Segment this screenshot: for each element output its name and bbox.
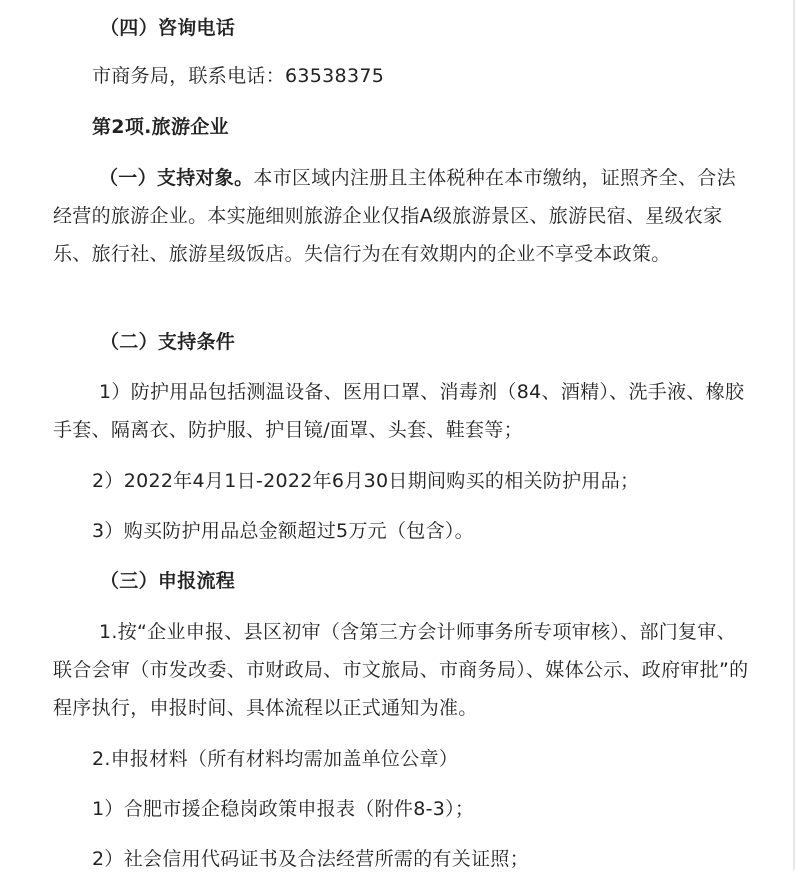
consult-heading: （四）咨询电话: [100, 17, 236, 39]
support-target-text: 本市区域内注册且主体税种在本市缴纳，证照齐全、合法经营的旅游企业。本实施细则旅游企业仅指A级旅游景区、旅游民宿、星级农家乐、旅行社、旅游星级饭店。失信行为在有效期内的企业不享受本政策。: [53, 167, 736, 265]
process-heading: （三）申报流程: [100, 570, 236, 592]
support-target-paragraph: [53, 159, 753, 273]
process-1: 1.按“企业申报、县区初审（含第三方会计师事务所专项审核）、部门复审、联合会审（市发改委、市财政局、市文旅局、市商务局）、媒体公示、政府审批”的程序执行，申报时间、具体流程以正式通知为准。: [53, 621, 749, 719]
support-target-label: （一）支持对象。: [99, 167, 254, 189]
material-2: 2）社会信用代码证书及合法经营所需的有关证照；: [92, 848, 529, 870]
condition-1: 1）防护用品包括测温设备、医用口罩、消毒剂（84、酒精）、洗手液、橡胶手套、隔离衣、防护服、护目镜/面罩、头套、鞋套等；: [53, 381, 745, 441]
conditions-heading: （二）支持条件: [100, 331, 236, 353]
material-1: 1）合肥市援企稳岗政策申报表（附件8-3）；: [92, 798, 475, 820]
process-2: 2.申报材料（所有材料均需加盖单位公章）: [92, 748, 459, 770]
consult-text: 市商务局，联系电话：63538375: [92, 65, 385, 87]
condition-3: 3）购买防护用品总金额超过5万元（包含）。: [92, 520, 474, 542]
item2-heading: 第2项.旅游企业: [92, 116, 229, 138]
condition-2: 2）2022年4月1日-2022年6月30日期间购买的相关防护用品；: [92, 470, 640, 492]
